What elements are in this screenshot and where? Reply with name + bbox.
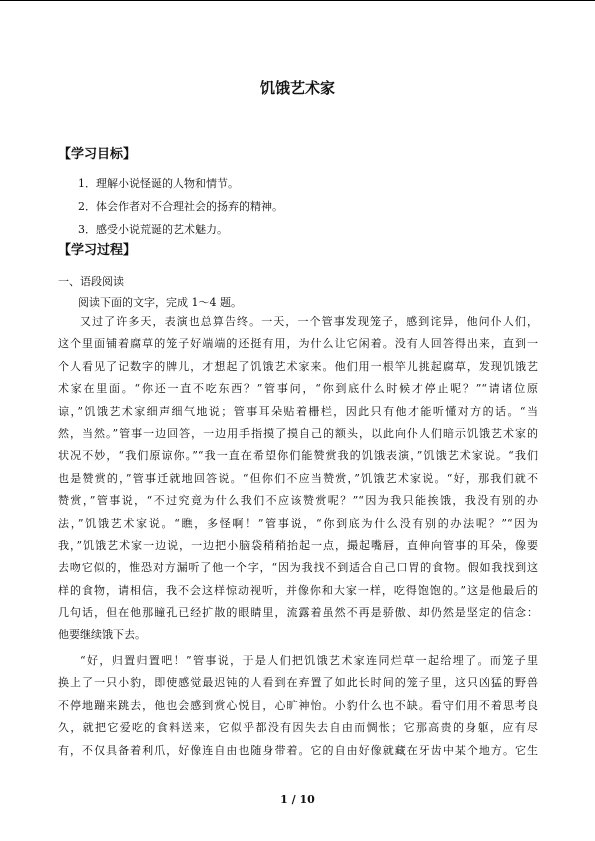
paragraph-line: 有，不仅具备着利爪，好像连自由也随身带着。它的自由好像就藏在牙齿中某个地方。它生 bbox=[58, 743, 538, 757]
paragraph-line: 去吻它似的，惟恐对方漏听了他一个字，“因为我找不到适合自己口胃的食物。假如我找到这 bbox=[58, 561, 538, 575]
paragraph-line: 几句话，但在他那瞳孔已经扩散的眼睛里，流露着虽然不再是骄傲、却仍然是坚定的信念： bbox=[58, 606, 538, 620]
page-number: 1 / 10 bbox=[280, 793, 315, 806]
paragraph-line: 换上了一只小豹，即使感觉最迟钝的人看到在弃置了如此长时间的笼子里，这只凶猛的野兽 bbox=[58, 676, 538, 690]
paragraph-line: 赞赏，”管事说，“不过究竟为什么我们不应该赞赏呢？”“因为我只能挨饿，我没有别的办 bbox=[58, 494, 538, 508]
paragraph-line: 然，当然。”管事一边回答，一边用手指摸了摸自己的额头，以此向仆人们暗示饥饿艺术家的 bbox=[58, 426, 538, 440]
page-title: 饥饿艺术家 bbox=[259, 79, 335, 97]
paragraph-line: 谅，”饥饿艺术家细声细气地说；管事耳朵贴着栅栏，因此只有他才能听懂对方的话。“当 bbox=[58, 404, 538, 418]
header-rule bbox=[0, 0, 595, 1]
paragraph-line: 个人看见了记数字的牌儿，才想起了饥饿艺术家来。他们用一根竿儿挑起腐草，发现饥饿艺 bbox=[58, 359, 538, 373]
paragraph-line: 久，就把它爱吃的食料送来，它似乎都没有因失去自由而惆怅；它那高贵的身躯，应有尽 bbox=[58, 721, 538, 735]
paragraph-line: 法，”饥饿艺术家说。“瞧，多怪啊！”管事说，“你到底为什么没有别的办法呢？”“因为 bbox=[58, 516, 538, 530]
reading-paragraph-1 bbox=[58, 311, 538, 647]
paragraph-line: 状况不妙，“我们原谅你。”“我一直在希望你们能赞赏我的饥饿表演，”饥饿艺术家说。“我们 bbox=[58, 449, 538, 463]
paragraph-line: 我，”饥饿艺术家一边说，一边把小脑袋稍稍抬起一点，撮起嘴唇，直伸向管事的耳朵，像要 bbox=[58, 538, 538, 552]
objective-item: 1．理解小说怪诞的人物和情节。 bbox=[78, 177, 239, 190]
objective-item: 2．体会作者对不合理社会的扬弃的精神。 bbox=[78, 200, 283, 213]
paragraph-line: 这个里面铺着腐草的笼子好端端的还挺有用，为什么让它闲着。没有人回答得出来，直到一 bbox=[58, 337, 538, 351]
paragraph-line: 也是赞赏的，”管事迁就地回答说。“但你们不应当赞赏，”饥饿艺术家说。“好，那我们就不 bbox=[58, 471, 538, 485]
paragraph-line: 不停地蹦来跳去，他也会感到赏心悦目，心旷神怡。小豹什么也不缺。看守们用不着思考良 bbox=[58, 698, 538, 712]
paragraph-line: 术家在里面。“你还一直不吃东西？”管事问，“你到底什么时候才停止呢？”“请诸位原 bbox=[58, 382, 538, 396]
process-heading: 【学习过程】 bbox=[58, 243, 137, 258]
reading-paragraph-2 bbox=[58, 650, 538, 762]
paragraph-line: 又过了许多天，表演也总算告终。一天，一个管事发现笼子，感到诧异，他问仆人们， bbox=[80, 315, 538, 328]
objectives-heading: 【学习目标】 bbox=[58, 147, 137, 162]
paragraph-line: “好，归置归置吧！”管事说，于是人们把饥饿艺术家连同烂草一起给埋了。而笼子里 bbox=[80, 654, 538, 667]
reading-instruction: 阅读下面的文字，完成 1～4 题。 bbox=[78, 296, 242, 309]
objective-item: 3．感受小说荒诞的艺术魅力。 bbox=[78, 223, 228, 236]
paragraph-line: 样的食物，请相信，我不会这样惊动视听，并像你和大家一样，吃得饱饱的。”这是他最后的 bbox=[58, 583, 538, 597]
subsection-title: 一、语段阅读 bbox=[58, 275, 124, 288]
paragraph-line: 他要继续饿下去。 bbox=[58, 628, 146, 642]
